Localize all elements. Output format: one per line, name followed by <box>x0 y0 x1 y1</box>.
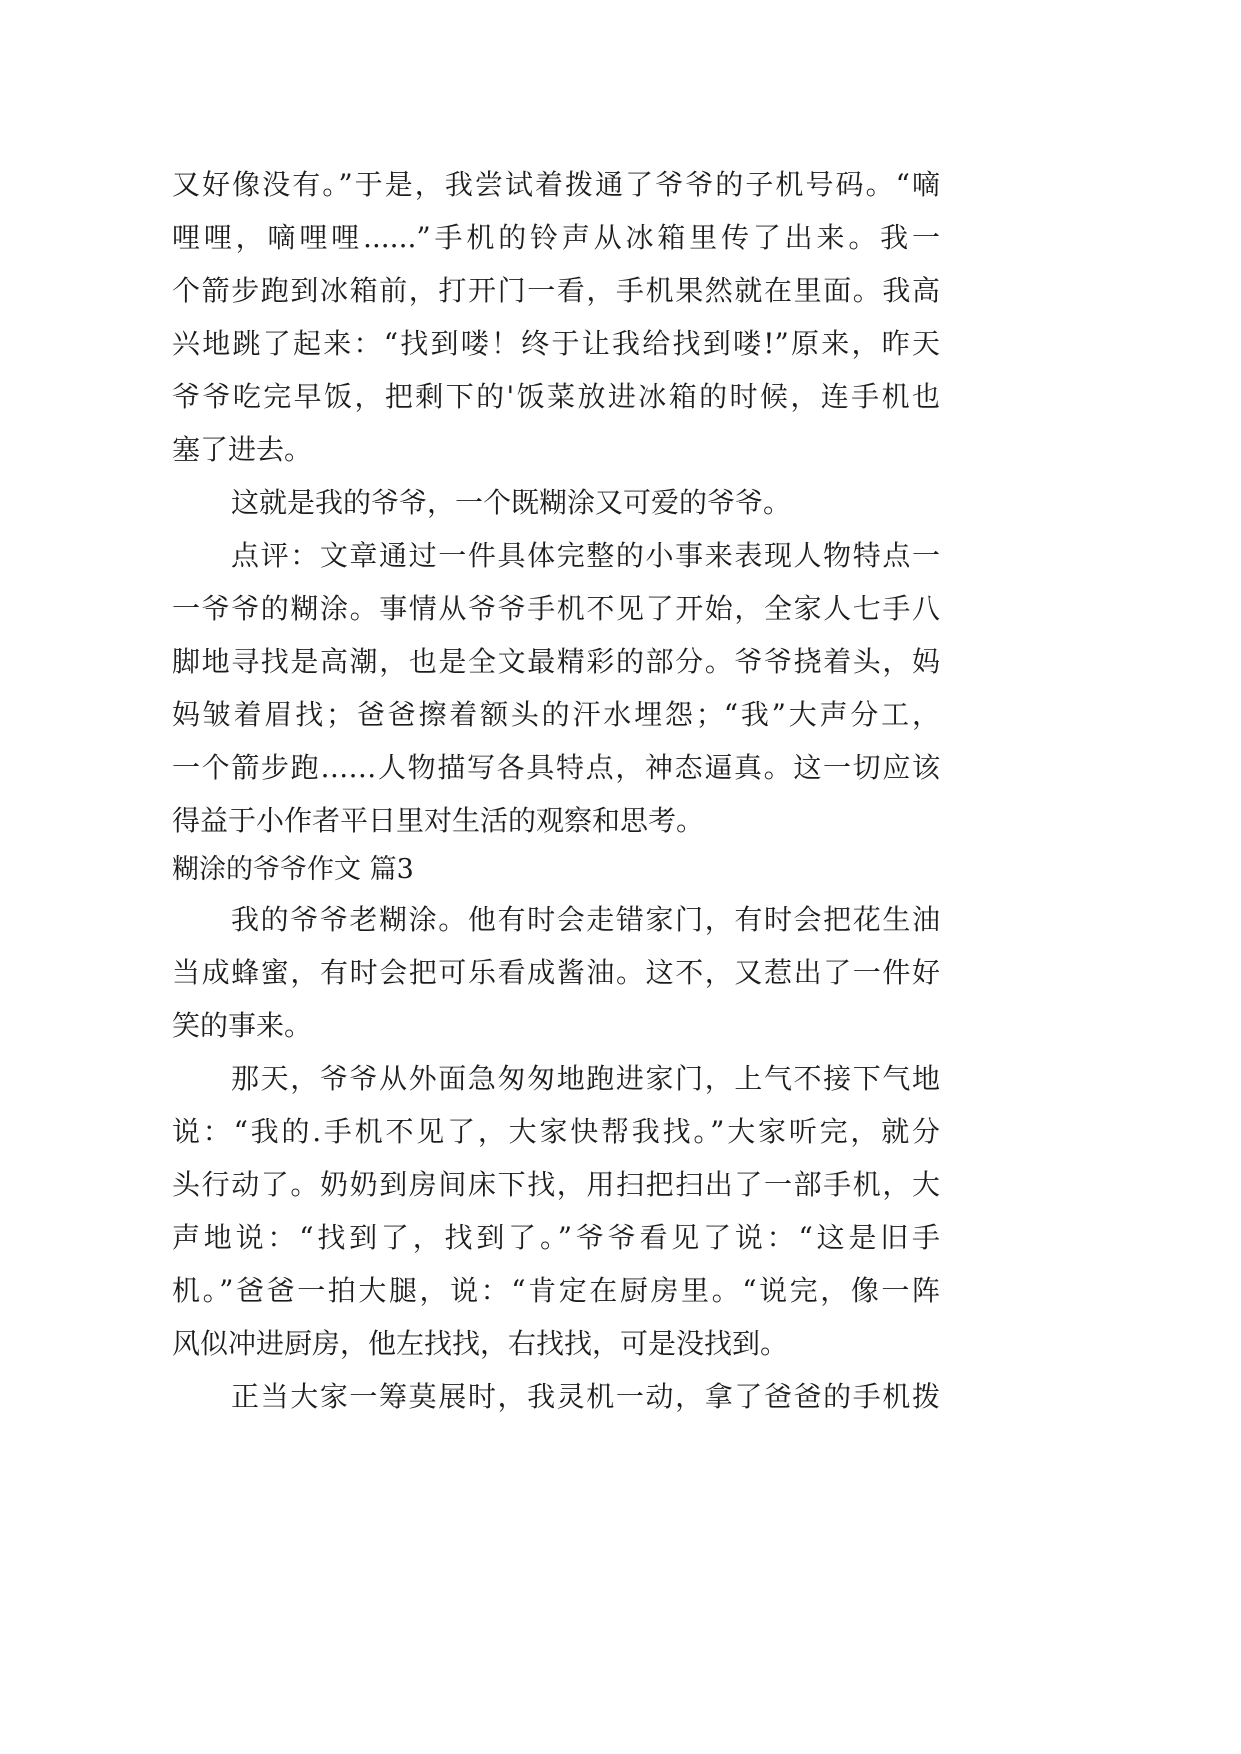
text-line: 那天，爷爷从外面急匆匆地跑进家门，上气不接下气地 <box>231 1062 940 1095</box>
text-line: 塞了进去。 <box>172 433 313 466</box>
text-line: 我的爷爷老糊涂。他有时会走错家门，有时会把花生油 <box>231 903 940 936</box>
text-line: 头行动了。奶奶到房间床下找，用扫把扫出了一部手机，大 <box>172 1168 940 1201</box>
text-line: 得益于小作者平日里对生活的观察和思考。 <box>172 804 705 837</box>
document-body <box>172 158 940 1423</box>
text-line: 说：“我的.手机不见了，大家快帮我找。”大家听完，就分 <box>172 1115 940 1148</box>
text-line: 妈皱着眉找；爸爸擦着额头的汗水埋怨；“我”大声分工， <box>172 698 940 731</box>
paragraph <box>172 1370 940 1423</box>
text-line: 当成蜂蜜，有时会把可乐看成酱油。这不，又惹出了一件好 <box>172 956 940 989</box>
paragraph <box>172 893 940 1052</box>
section-title: 糊涂的爷爷作文 篇3 <box>172 854 414 885</box>
text-line: 这就是我的爷爷，一个既糊涂又可爱的爷爷。 <box>231 486 792 519</box>
text-line: 一爷爷的糊涂。事情从爷爷手机不见了开始，全家人七手八 <box>172 592 940 625</box>
text-line: 笑的事来。 <box>172 1009 313 1042</box>
text-line: 个箭步跑到冰箱前，打开门一看，手机果然就在里面。我高 <box>172 274 940 307</box>
text-line: 又好像没有。”于是，我尝试着拨通了爷爷的子机号码。“嘀 <box>172 168 940 201</box>
text-line: 哩哩，嘀哩哩......”手机的铃声从冰箱里传了出来。我一 <box>172 221 940 254</box>
text-line: 风似冲进厨房，他左找找，右找找，可是没找到。 <box>172 1327 789 1360</box>
text-line: 声地说：“找到了，找到了。”爷爷看见了说：“这是旧手 <box>172 1221 940 1254</box>
text-line: 点评：文章通过一件具体完整的小事来表现人物特点一 <box>231 539 940 572</box>
text-line: 机。”爸爸一拍大腿，说：“肯定在厨房里。“说完，像一阵 <box>172 1274 940 1307</box>
review-paragraph <box>172 529 940 847</box>
paragraph <box>172 476 940 529</box>
paragraph <box>172 1052 940 1370</box>
text-line: 兴地跳了起来：“找到喽！终于让我给找到喽!”原来，昨天 <box>172 327 940 360</box>
text-line: 爷爷吃完早饭，把剩下的'饭菜放进冰箱的时候，连手机也 <box>172 380 940 413</box>
text-line: 脚地寻找是高潮，也是全文最精彩的部分。爷爷挠着头，妈 <box>172 645 940 678</box>
text-line: 一个箭步跑……人物描写各具特点，神态逼真。这一切应该 <box>172 751 940 784</box>
text-line: 正当大家一筹莫展时，我灵机一动，拿了爸爸的手机拨 <box>231 1380 940 1413</box>
paragraph <box>172 158 940 476</box>
